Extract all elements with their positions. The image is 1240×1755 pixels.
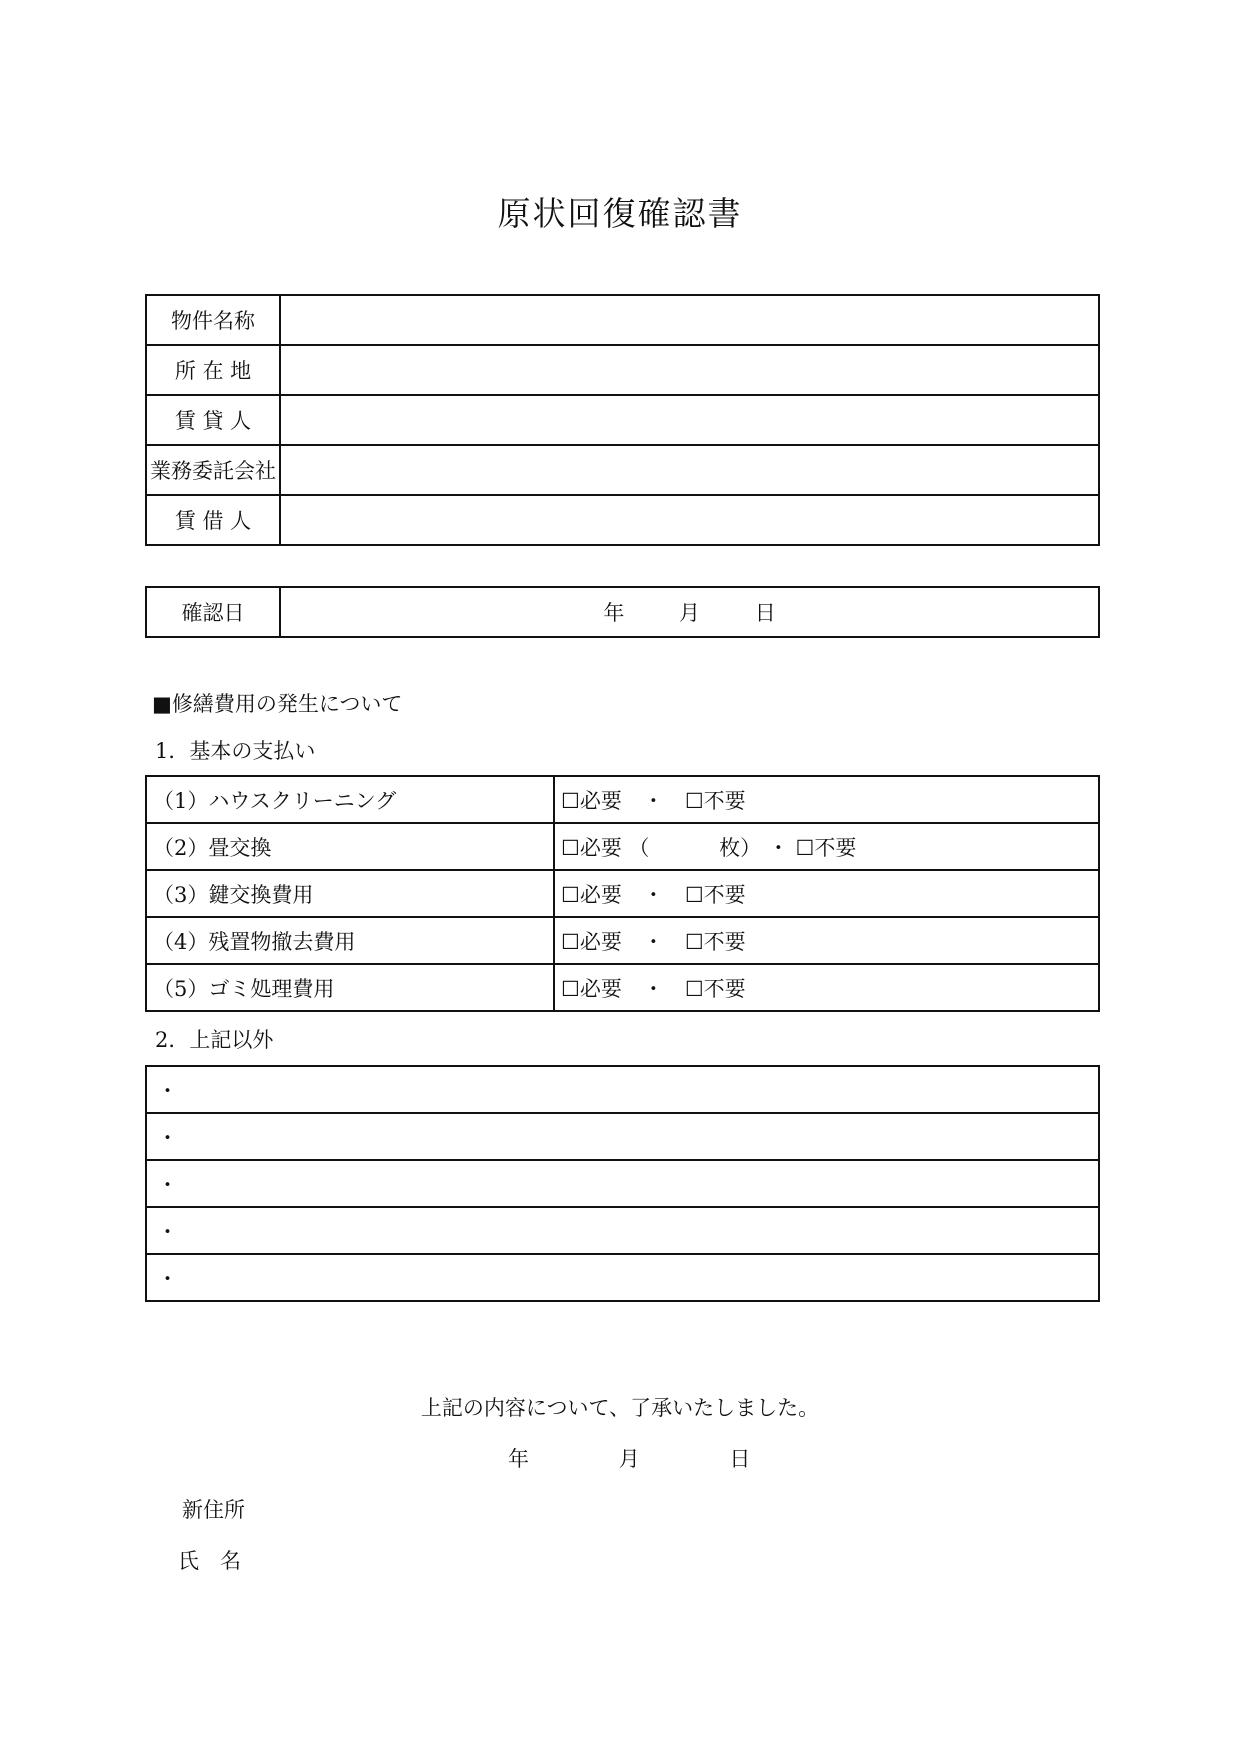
tatami-option[interactable]: ☐必要 （ 枚） ・ ☐不要	[554, 823, 1099, 870]
table-row	[146, 870, 1099, 917]
cleaning-item: （1）ハウスクリーニング	[146, 776, 554, 823]
agent-company-field[interactable]	[280, 445, 1099, 495]
table-row	[146, 1160, 1099, 1207]
signature-date[interactable]	[508, 1443, 750, 1473]
garbage-disposal-item: （5）ゴミ処理費用	[146, 964, 554, 1011]
table-row	[146, 917, 1099, 964]
property-info-table	[145, 294, 1100, 546]
year-label: 年	[508, 1447, 529, 1471]
month-label: 月	[679, 601, 700, 625]
table-row	[146, 345, 1099, 395]
lessor-label: 賃 貸 人	[146, 395, 280, 445]
agent-company-label: 業務委託会社	[146, 445, 280, 495]
lessee-label: 賃 借 人	[146, 495, 280, 545]
table-row	[146, 1207, 1099, 1254]
name-label: 氏 名	[178, 1549, 241, 1573]
property-name-label: 物件名称	[146, 295, 280, 345]
other-item-field[interactable]: ・	[146, 1113, 1099, 1160]
property-name-field[interactable]	[280, 295, 1099, 345]
garbage-disposal-option[interactable]: ☐必要 ・ ☐不要	[554, 964, 1099, 1011]
tatami-item: （2）畳交換	[146, 823, 554, 870]
day-label: 日	[729, 1447, 751, 1471]
other-item-field[interactable]: ・	[146, 1160, 1099, 1207]
confirm-date-table	[145, 586, 1100, 638]
year-label: 年	[603, 601, 625, 625]
other-item-field[interactable]: ・	[146, 1254, 1099, 1301]
other-item-field[interactable]: ・	[146, 1207, 1099, 1254]
basic-payment-heading: 1．基本の支払い	[155, 739, 316, 763]
lessor-field[interactable]	[280, 395, 1099, 445]
section-heading: ■修繕費用の発生について	[152, 692, 403, 716]
table-row	[146, 776, 1099, 823]
acknowledgement-text: 上記の内容について、了承いたしました。	[420, 1396, 820, 1420]
table-row	[146, 964, 1099, 1011]
other-heading: 2．上記以外	[155, 1028, 274, 1052]
other-item-field[interactable]: ・	[146, 1066, 1099, 1113]
location-field[interactable]	[280, 345, 1099, 395]
table-row	[146, 1113, 1099, 1160]
table-row	[146, 823, 1099, 870]
confirm-date-label: 確認日	[146, 587, 280, 637]
table-row	[146, 587, 1099, 637]
table-row	[146, 445, 1099, 495]
cleaning-option[interactable]: ☐必要 ・ ☐不要	[554, 776, 1099, 823]
other-items-table	[145, 1065, 1100, 1302]
table-row	[146, 495, 1099, 545]
basic-payment-table	[145, 775, 1100, 1012]
table-row	[146, 395, 1099, 445]
leftover-removal-option[interactable]: ☐必要 ・ ☐不要	[554, 917, 1099, 964]
table-row	[146, 295, 1099, 345]
day-label: 日	[754, 601, 776, 625]
new-address-label: 新住所	[182, 1498, 245, 1522]
table-row	[146, 1254, 1099, 1301]
location-label: 所 在 地	[146, 345, 280, 395]
leftover-removal-item: （4）残置物撤去費用	[146, 917, 554, 964]
table-row	[146, 1066, 1099, 1113]
lessee-field[interactable]	[280, 495, 1099, 545]
month-label: 月	[618, 1447, 640, 1471]
key-exchange-item: （3）鍵交換費用	[146, 870, 554, 917]
key-exchange-option[interactable]: ☐必要 ・ ☐不要	[554, 870, 1099, 917]
confirm-date-field[interactable]	[280, 587, 1099, 637]
document-title: 原状回復確認書	[497, 194, 743, 233]
